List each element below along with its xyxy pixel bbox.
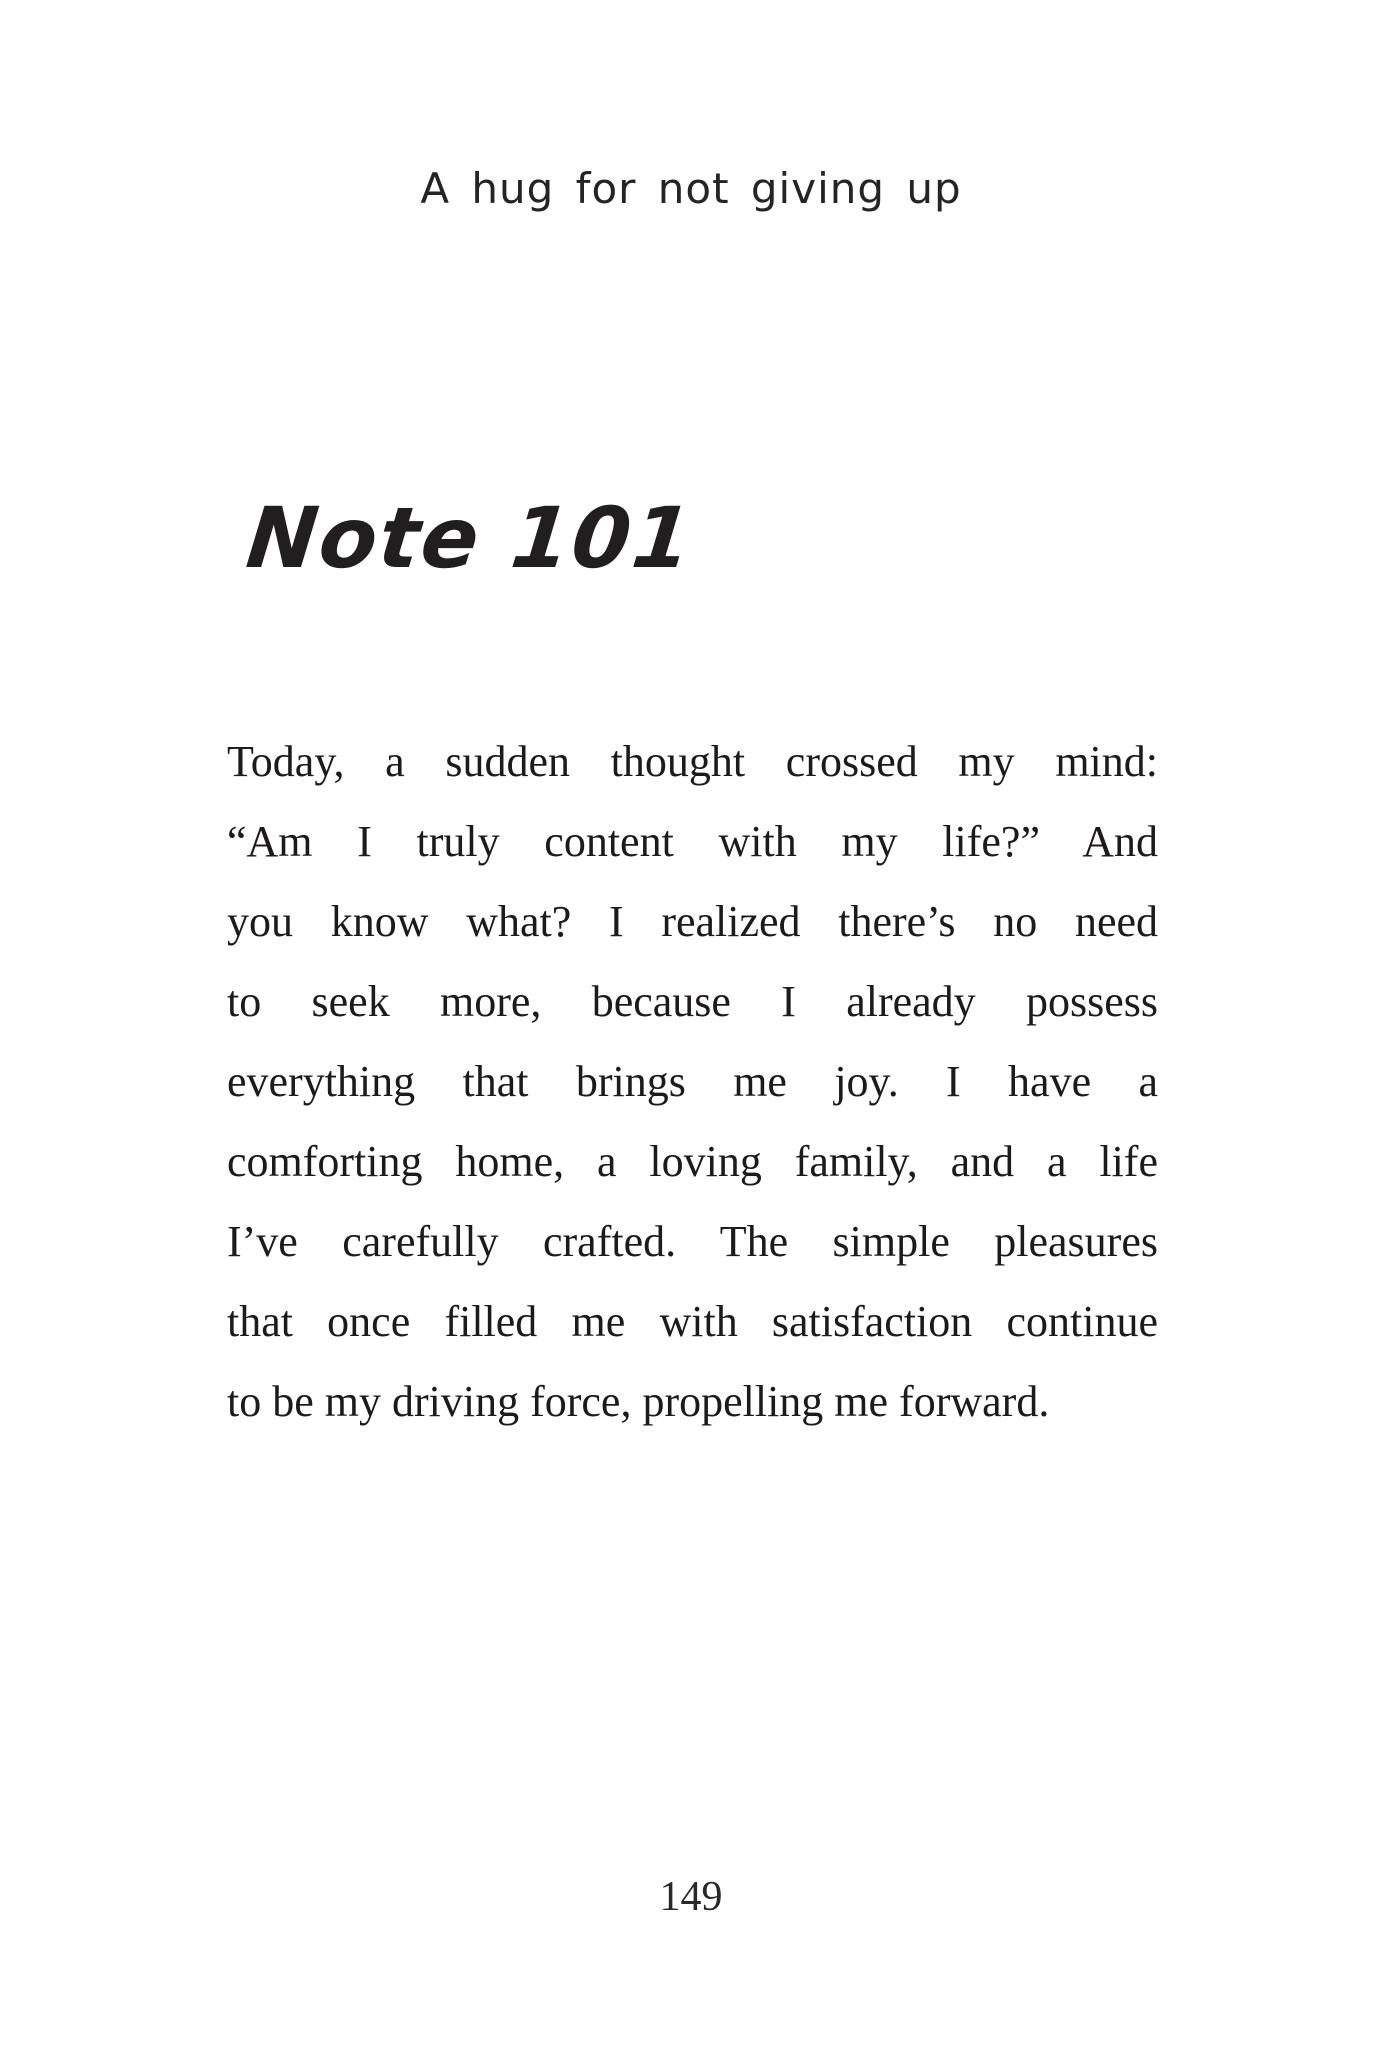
running-header: A hug for not giving up [420, 164, 962, 213]
body-line: to seek more, because I already possess [227, 977, 1158, 1026]
body-line: I’ve carefully crafted. The simple pleasures [227, 1217, 1158, 1266]
body-line: “Am I truly content with my life?” And [227, 817, 1158, 866]
body-line: you know what? I realized there’s no need [227, 897, 1158, 946]
body-line: comforting home, a loving family, and a life [227, 1137, 1158, 1186]
body-line: everything that brings me joy. I have a [227, 1057, 1158, 1106]
note-title: Note 101 [242, 489, 699, 587]
page-number: 149 [659, 1874, 723, 1920]
body-line: Today, a sudden thought crossed my mind: [227, 737, 1158, 786]
note-body-paragraph [227, 722, 1158, 1442]
body-line: to be my driving force, propelling me forward. [227, 1377, 1050, 1426]
body-line: that once filled me with satisfaction continue [227, 1297, 1158, 1346]
